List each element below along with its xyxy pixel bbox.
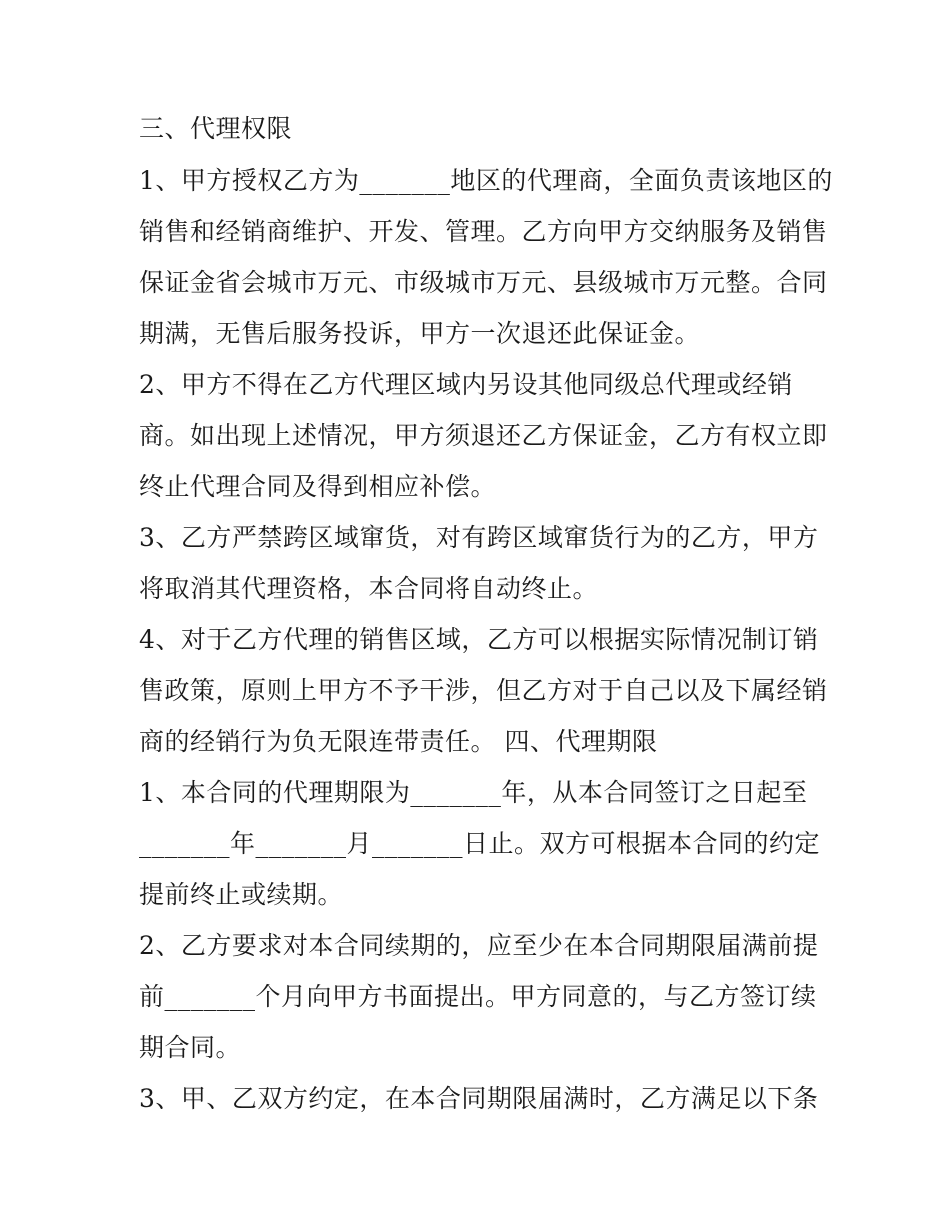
paragraph-line: 1、甲方授权乙方为_______地区的代理商，全面负责该地区的	[139, 166, 833, 195]
paragraph-line: 2、乙方要求对本合同续期的，应至少在本合同期限届满前提	[139, 931, 819, 960]
paragraph-line: 前_______个月向甲方书面提出。甲方同意的，与乙方签订续	[139, 982, 817, 1011]
paragraph-line: 期满，无售后服务投诉，甲方一次退还此保证金。	[139, 319, 701, 348]
paragraph-line: 终止代理合同及得到相应补偿。	[139, 472, 497, 501]
paragraph-line: 3、乙方严禁跨区域窜货，对有跨区域窜货行为的乙方，甲方	[139, 523, 819, 552]
paragraph-line: 期合同。	[139, 1033, 242, 1062]
paragraph-line: 2、甲方不得在乙方代理区域内另设其他同级总代理或经销	[139, 370, 793, 399]
paragraph-line: 商。如出现上述情况，甲方须退还乙方保证金，乙方有权立即	[139, 421, 828, 450]
paragraph-line: 保证金省会城市万元、市级城市万元、县级城市万元整。合同	[139, 268, 828, 297]
paragraph-line: 提前终止或续期。	[139, 880, 344, 909]
paragraph-line: 商的经销行为负无限连带责任。 四、代理期限	[139, 727, 658, 756]
paragraph-line: 3、甲、乙双方约定，在本合同期限届满时，乙方满足以下条	[139, 1084, 819, 1113]
section-heading: 三、代理权限	[139, 114, 293, 143]
paragraph-line: 1、本合同的代理期限为_______年，从本合同签订之日起至	[139, 778, 808, 807]
paragraph-line: 将取消其代理资格，本合同将自动终止。	[139, 574, 599, 603]
paragraph-line: 4、对于乙方代理的销售区域，乙方可以根据实际情况制订销	[139, 625, 819, 654]
paragraph-line: 售政策，原则上甲方不予干涉，但乙方对于自己以及下属经销	[139, 676, 828, 705]
paragraph-line: 销售和经销商维护、开发、管理。乙方向甲方交纳服务及销售	[139, 217, 828, 246]
paragraph-line: _______年_______月_______日止。双方可根据本合同的约定	[139, 829, 821, 858]
